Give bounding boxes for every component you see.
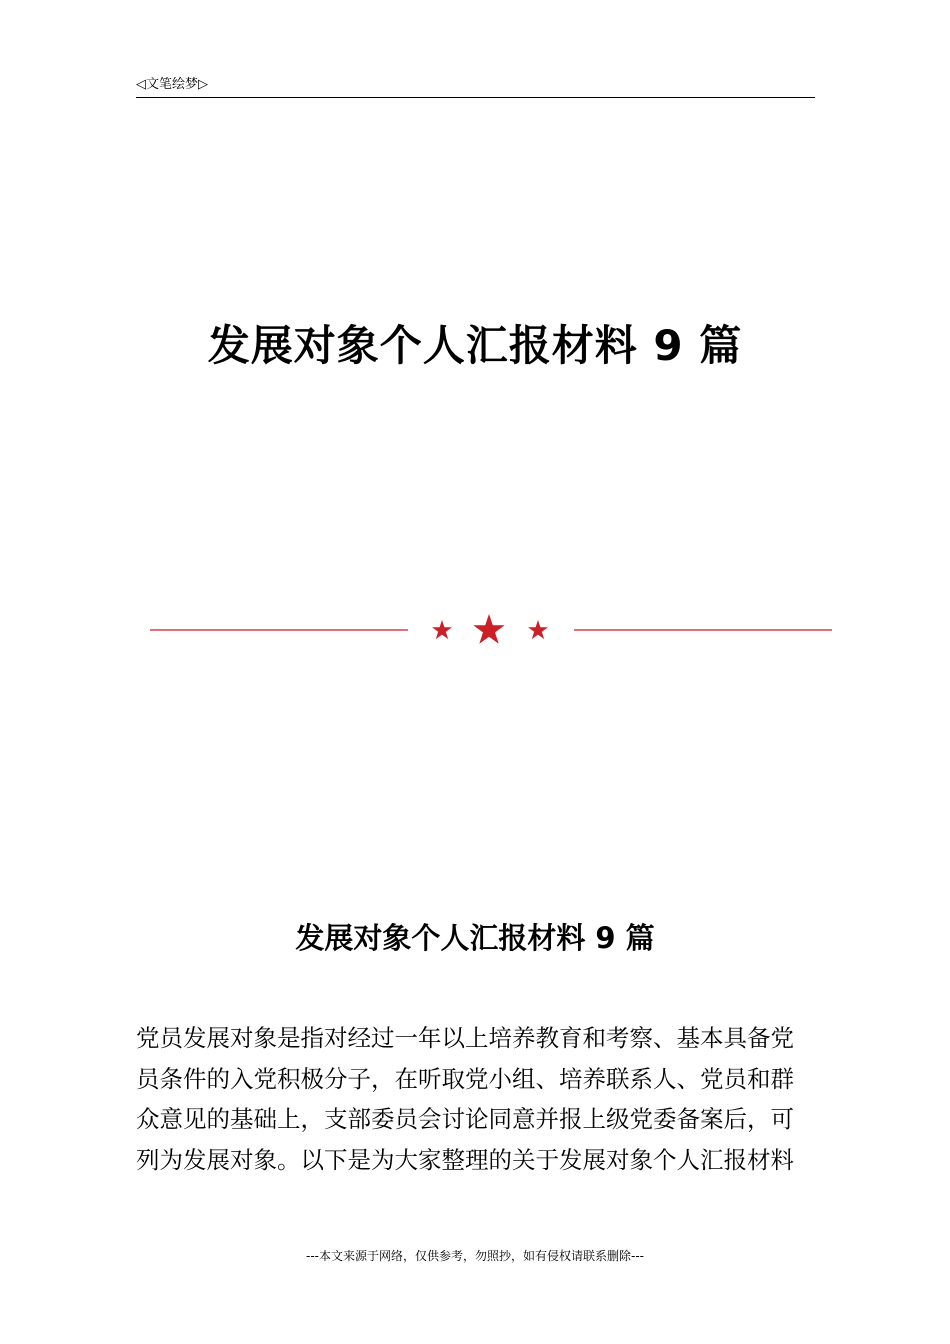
- star-icon-right: [528, 620, 548, 639]
- document-title: 发展对象个人汇报材料 9 篇: [295, 921, 655, 955]
- cover-title: 发展对象个人汇报材料 9 篇: [207, 321, 743, 370]
- body-line: 员条件的入党积极分子，在听取党小组、培养联系人、党员和群: [136, 1064, 794, 1093]
- body-paragraph: [136, 1018, 826, 1180]
- star-icon-center: [473, 614, 504, 644]
- body-line: 众意见的基础上，支部委员会讨论同意并报上级党委备案后，可: [136, 1105, 794, 1134]
- star-divider: [150, 610, 832, 652]
- body-line: 列为发展对象。以下是为大家整理的关于发展对象个人汇报材料: [136, 1145, 794, 1174]
- footer-disclaimer: ---本文来源于网络，仅供参考，勿照抄，如有侵权请联系删除---: [306, 1249, 644, 1263]
- header-rule: [136, 97, 815, 98]
- header-brand-text: ◁文笔绘梦▷: [136, 77, 208, 92]
- star-icon-left: [432, 620, 452, 639]
- body-line: 党员发展对象是指对经过一年以上培养教育和考察、基本具备党: [136, 1024, 794, 1052]
